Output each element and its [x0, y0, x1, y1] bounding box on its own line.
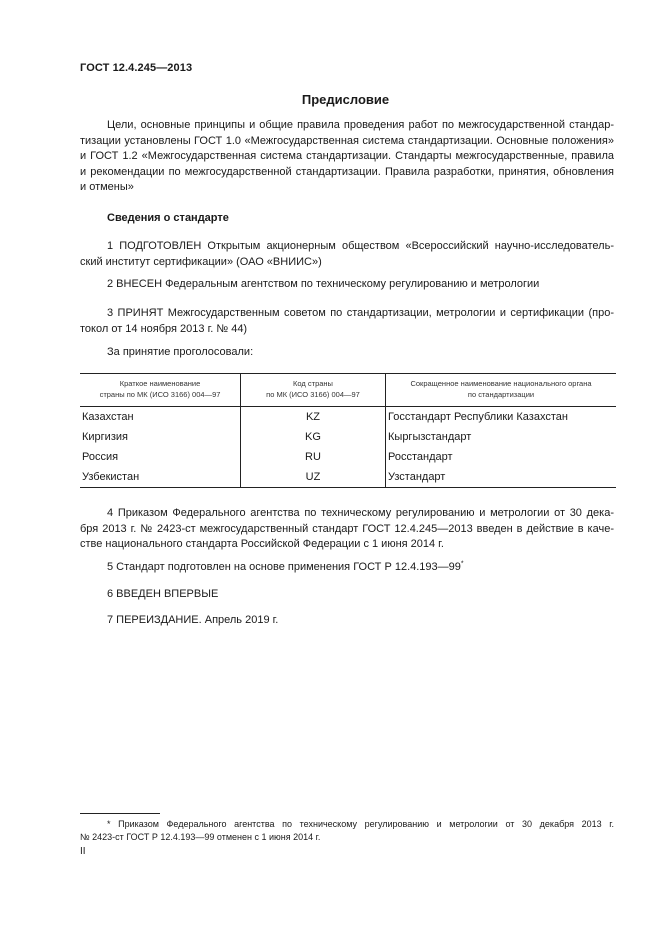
header-line: Краткое наименование: [119, 379, 201, 388]
page-number: II: [80, 846, 86, 857]
table-row: [80, 407, 616, 428]
text-line: 1 ПОДГОТОВЛЕН Открытым акционерным обществом «Всероссийский научно-исследователь-: [107, 240, 614, 252]
country-cell: Узбекистан: [80, 467, 241, 488]
body-cell: Кыргызстандарт: [388, 431, 472, 443]
heading-text: Сведения о стандарте: [107, 212, 229, 224]
text-line: 6 ВВЕДЕН ВПЕРВЫЕ: [107, 588, 219, 600]
item-5-text: 5 Стандарт подготовлен на основе применения ГОСТ Р 12.4.193—99: [107, 561, 461, 573]
country-cell: Казахстан: [80, 407, 241, 428]
body-cell: Узстандарт: [386, 467, 617, 488]
body-cell: Госстандарт Республики Казахстан: [388, 411, 568, 423]
text-line: токол от 14 ноября 2013 г. № 44): [80, 322, 248, 335]
header-line: по МК (ИСО 3166) 004—97: [266, 390, 360, 399]
item-7: [80, 613, 614, 629]
text-line: 3 ПРИНЯТ Межгосударственным советом по стандартизации, метрологии и сертификации (про-: [107, 307, 614, 319]
item-1: [80, 239, 614, 270]
item-3: [80, 306, 614, 337]
table-row: [80, 427, 616, 447]
standard-info-heading: [80, 211, 614, 227]
code-cell: RU: [241, 447, 386, 467]
code-cell: UZ: [241, 467, 386, 488]
text-line: 2 ВНЕСЕН Федеральным агентством по техническому регулированию и метрологии: [107, 278, 540, 290]
code-cell: KG: [241, 427, 386, 447]
text-line: тизации установлены ГОСТ 1.0 «Межгосударственная система стандартизации. Основные положения»: [80, 134, 614, 147]
text-line: и отмены»: [80, 181, 134, 193]
document-code: ГОСТ 12.4.245—2013: [80, 62, 193, 74]
vote-intro: [80, 345, 614, 361]
text-line: 7 ПЕРЕИЗДАНИЕ. Апрель 2019 г.: [107, 614, 279, 626]
text-line: стве национального стандарта Российской Федерации с 1 июня 2014 г.: [80, 538, 444, 550]
text-line: Цели, основные принципы и общие правила проведения работ по межгосударственной стандар-: [107, 119, 614, 131]
text-line: и рекомендации по межгосударственной стандартизации. Правила разработки, принятия, обновления: [80, 165, 614, 178]
text-line: 4 Приказом Федерального агентства по техническому регулированию и метрологии от 30 дека-: [107, 507, 614, 519]
footnote: [80, 818, 614, 844]
text-line: и ГОСТ 1.2 «Межгосударственная система стандартизации. Стандарты межгосударственные, правила: [80, 150, 614, 162]
country-cell: Киргизия: [80, 427, 241, 447]
header-line: страны по МК (ИСО 3166) 004—97: [99, 390, 221, 399]
table-row: [80, 447, 616, 467]
header-line: по стандартизации: [467, 390, 535, 399]
header-line: Сокращенное наименование национального органа: [410, 379, 592, 388]
text-line: бря 2013 г. № 2423-ст межгосударственный стандарт ГОСТ 12.4.245—2013 введен в действие в каче-: [80, 522, 614, 535]
footnote-divider: [80, 813, 160, 814]
item-2: [80, 277, 614, 293]
column-header-country: [80, 374, 241, 407]
body-cell: Росстандарт: [388, 451, 453, 463]
header-line: Код страны: [293, 379, 333, 388]
column-header-body: [386, 374, 617, 407]
text-line: За принятие проголосовали:: [107, 346, 254, 358]
item-4: [80, 506, 614, 553]
country-cell: Россия: [80, 447, 241, 467]
section-title: Предисловие: [301, 92, 390, 107]
footnote-line: № 2423-ст ГОСТ Р 12.4.193—99 отменен с 1 июня 2014 г.: [80, 832, 321, 842]
voting-table: [80, 373, 616, 488]
item-6: [80, 587, 614, 603]
text-line: ский институт сертификации» (ОАО «ВНИИС»): [80, 255, 322, 268]
text-line: [80, 560, 614, 576]
item-5: [80, 560, 614, 576]
footnote-mark: *: [460, 560, 464, 568]
column-header-code: [241, 374, 386, 407]
footnote-line: * Приказом Федерального агентства по техническому регулированию и метрологии от 30 декабря 2013 г.: [107, 819, 614, 829]
intro-paragraph: [80, 118, 614, 196]
code-cell: KZ: [241, 407, 386, 428]
table-row: [80, 467, 616, 488]
table-header-row: [80, 374, 616, 407]
